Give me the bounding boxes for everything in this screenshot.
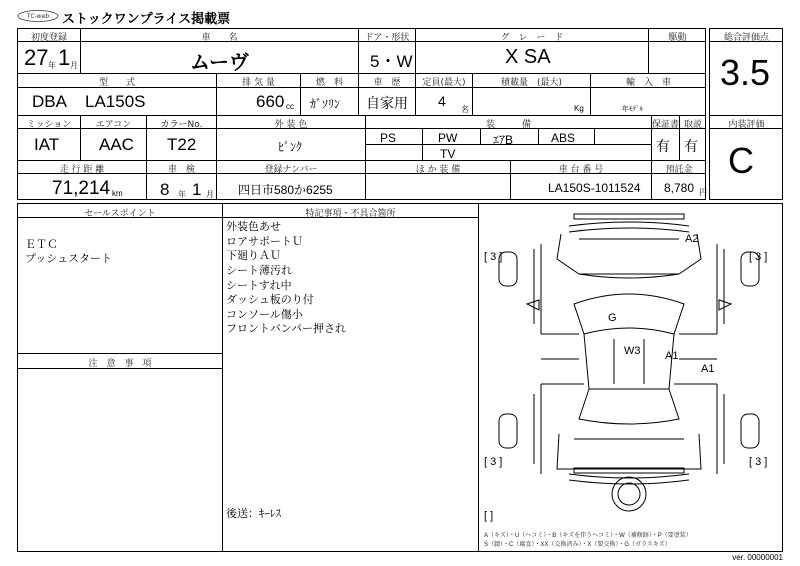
sales-point-item: プッシュスタート [25,252,113,265]
equip-cell: PS [380,131,397,145]
door-type-value: 5・W [370,52,413,71]
equip-cell: ABS [551,131,576,145]
label-fuel: 燃 料 [315,78,343,88]
label-import: 輸 入 車 [625,78,671,88]
label-manual: 取説 [683,120,702,130]
label-sales-points: セールスポイント [84,209,156,219]
label-interior-score: 内装評価 [728,120,765,130]
warranty-value: 有 [656,138,670,154]
mission-value: IAT [34,135,60,154]
mileage-value: 71,214 [52,178,111,199]
special-note-item: フロントバンパー押され [226,322,347,335]
special-note-item: ロアサポートＵ [226,235,303,248]
aircon-value: AAC [99,135,134,154]
fuel-value: ｶﾞｿﾘﾝ [310,97,341,111]
inspection-month-unit: 月 [206,190,214,199]
model-code-value: LA150S [85,92,146,111]
equip-cell: TV [440,147,456,161]
inspection-year: 8 [160,180,170,199]
label-special-notes: 特記事項・不具合箇所 [305,209,396,219]
damage-mark: A1 [701,363,715,375]
chassis-no-value: LA150S-1011524 [548,181,641,195]
grade-value: X SA [505,46,551,68]
label-chassis-no: 車 台 番 号 [558,165,604,175]
tire-label: [ 3 ] [484,251,503,263]
import-note: 年ﾓﾃﾞﾙ [622,106,643,113]
label-first-reg: 初度登録 [30,33,67,43]
damage-mark: A2 [685,233,699,245]
label-grade: グ レ ー ド [500,33,564,43]
label-door-type: ドア・形状 [364,33,410,43]
first-reg-year: 27 [24,45,49,70]
equip-cell: PW [438,131,458,145]
mileage-unit: km [112,189,123,198]
version-label: ver. 00000001 [732,553,783,562]
capacity-value: 4 [438,93,446,109]
label-mission: ミッション [26,120,72,130]
special-note-item: シートすれ中 [226,279,292,292]
damage-mark: G [608,312,617,324]
legend-line: S（錆）・C（腐食）・XX（交換済み）・X（要交換）・G（ガラスキズ） [484,542,671,548]
label-capacity: 定員(最大) [422,78,466,88]
label-plate: 登録ナンバー [264,165,318,175]
label-model-name: 車 名 [201,33,238,43]
label-color-no: カラーNo. [160,120,203,130]
sales-point-item: ＥＴＣ [25,238,58,251]
delivery-note: 後送：ｷｰﾚｽ [226,507,281,520]
label-displacement: 排 気 量 [242,78,275,88]
label-overall-score: 総合評価点 [723,33,769,43]
label-equipment: 装 備 [485,120,531,130]
price-value: 8,780 [664,181,695,195]
equip-cell: ｴｱB [493,133,514,147]
label-other-equipment: ほ か 装 備 [415,165,461,175]
tire-label: [ 3 ] [484,456,503,468]
load-unit: Kg [574,104,584,113]
interior-score-value: C [728,140,754,181]
price-unit: 円 [699,188,707,197]
label-history: 車 歴 [373,78,401,88]
model-prefix-value: DBA [32,92,67,111]
color-no-value: T22 [167,135,197,154]
logo [17,7,59,21]
ext-color-value: ﾋﾟﾝｸ [278,140,303,154]
model-name-value: ムーヴ [190,52,249,74]
damage-mark: A1 [665,350,679,362]
overall-score-value: 3.5 [720,52,771,93]
inspection-month: 1 [192,180,202,199]
special-note-item: 外装色あせ [226,220,281,233]
special-note-item: 下廻りＡＵ [226,249,281,262]
page-title: ストックワンプライス掲載票 [62,12,231,27]
label-inspection: 車 検 [167,165,195,175]
special-note-item: コンソール傷小 [226,308,303,321]
car-damage-diagram [479,204,782,551]
label-mileage: 走 行 距 離 [59,165,105,175]
label-drive: 駆動 [668,33,687,43]
label-caution: 注 意 事 項 [88,359,152,369]
first-reg-month-unit: 月 [70,61,78,70]
capacity-unit: 名 [461,105,469,114]
label-price: 預託金 [665,165,693,175]
manual-value: 有 [684,138,698,154]
plate-value: 四日市580か6255 [238,183,333,197]
label-ext-color: 外 装 色 [274,120,308,130]
label-model-code: 型 式 [98,78,135,88]
first-reg-month: 1 [58,45,71,70]
tire-label: [ ] [484,510,494,522]
label-warranty: 保証書 [652,120,680,130]
displacement-value: 660 [256,92,285,111]
inspection-year-unit: 年 [178,190,186,199]
tire-label: [ 3 ] [749,251,768,263]
label-aircon: エアコン [95,120,132,130]
label-load: 積載量 (最大) [500,78,563,88]
first-reg-year-unit: 年 [48,61,56,70]
special-note-item: ダッシュ板のり付 [226,293,314,306]
displacement-unit: cc [286,102,294,111]
legend-line: A（キズ）・U（ヘコミ）・B（キズを伴うヘコミ）・W（補修跡）・P（要塗装） [484,533,692,539]
history-value: 自家用 [366,95,408,111]
damage-mark: W3 [624,345,641,357]
special-note-item: シート薄汚れ [226,264,292,277]
tire-label: [ 3 ] [749,456,768,468]
logo-text: TC-web [26,13,50,20]
